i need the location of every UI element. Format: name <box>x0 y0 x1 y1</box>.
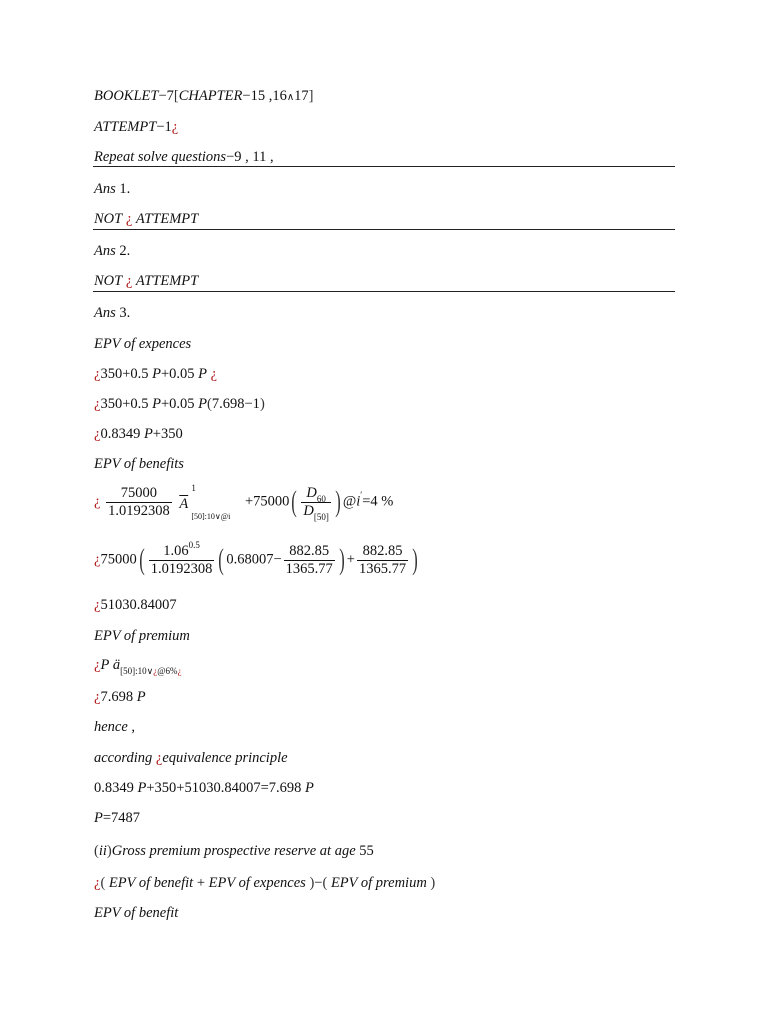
part-ii-heading: (ii)Gross premium prospective reserve at age 55 <box>94 843 374 859</box>
expences-equation-2: ¿350+0.5 P+0.05 P(7.698−1) <box>94 396 265 412</box>
answer-2-label: Ans 2. <box>94 243 131 259</box>
equivalence-equation: 0.8349 P+350+51030.84007=7.698 P <box>94 780 314 796</box>
premium-equation-1: ¿P $ä_{[50]:10\vee¿@6\%¿}$ <box>94 657 182 676</box>
premium-equation-2: ¿7.698 P <box>94 689 146 705</box>
answer-2-text: NOT ¿ ATTEMPT <box>94 273 199 289</box>
answer-1-label: Ans 1. <box>94 181 131 197</box>
equivalence-line: according ¿equivalence principle <box>94 750 288 766</box>
fraction: $\frac{1.06^{0.5}}{1.0192308}$ <box>150 540 213 577</box>
divider <box>93 291 675 292</box>
benefits-equation-1: ¿ $\frac{75000}{1.0192308}$ $\overline{A}$ 1 [50]:10∨@i +75000( $\frac{D_{60}}{D_{[50]}}$ ) @i′=4 % <box>94 483 394 522</box>
expences-equation-1: ¿350+0.5 P+0.05 P ¿ <box>94 366 218 382</box>
fraction: $\frac{882.85}{1365.77}$ <box>358 543 407 577</box>
epv-benefits-heading: EPV of benefits <box>94 456 184 472</box>
fraction: $\frac{75000}{1.0192308}$ <box>108 484 170 519</box>
epv-premium-heading: EPV of premium <box>94 628 190 644</box>
booklet-heading: BOOKLET−7[CHAPTER−15 ,16∧17] <box>94 88 314 104</box>
divider <box>93 166 675 167</box>
reserve-equation: ¿( EPV of benefit + EPV of expences )−( EPV of premium ) <box>94 875 436 891</box>
repeat-line: Repeat solve questions−9 , 11 , <box>94 149 274 165</box>
assurance-symbol: $\overline{A}$ 1 [50]:10∨@i <box>179 483 231 521</box>
expences-equation-3: ¿0.8349 P+350 <box>94 426 183 442</box>
fraction: $\frac{D_{60}}{D_{[50]}}$ <box>303 484 329 522</box>
premium-result: P=7487 <box>94 810 141 826</box>
divider <box>93 229 675 230</box>
epv-expences-heading: EPV of expences <box>94 336 192 352</box>
answer-3-label: Ans 3. <box>94 305 131 321</box>
hence-line: hence , <box>94 719 136 735</box>
epv-benefit-heading: EPV of benefit <box>94 905 179 921</box>
fraction: $\frac{882.85}{1365.77}$ <box>285 543 333 577</box>
benefits-equation-2: ¿75000( $\frac{1.06^{0.5}}{1.0192308}$ ( 0.68007− $\frac{882.85}{1365.77}$ ) + $\frac{882.85}{1365.77}$ ) <box>94 540 418 577</box>
benefits-result: ¿51030.84007 <box>94 597 177 613</box>
attempt-heading: ATTEMPT−1¿ <box>94 119 179 135</box>
answer-1-text: NOT ¿ ATTEMPT <box>94 211 199 227</box>
